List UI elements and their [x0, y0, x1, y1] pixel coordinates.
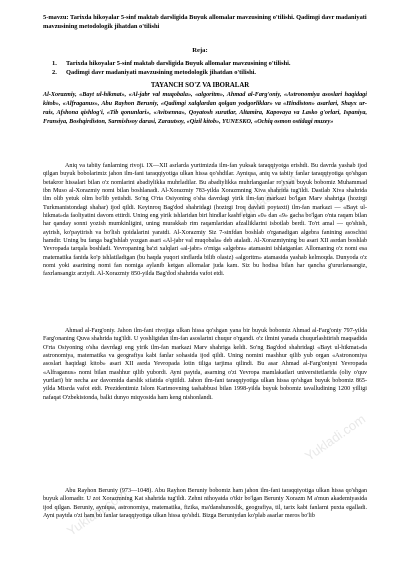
lesson-title: 5-mavzu: Tarixda hikoyalar 5-sinf maktab darsligida Buyuk allomalar mavzusining o'tilishi. Qadimgi davr madaniyati mavzusining metodologik jihatdan o'tilishi	[43, 14, 367, 30]
keywords-heading: TAYANCH SO'Z VA IBORALAR	[150, 82, 250, 89]
body-paragraph: Ahmad al-Farg'oniy. Jahon ilm-fani rivojiga ulkan hissa qo'shgan yana bir buyuk bobomiz Ahmad al-Farg'oniy 797-yilda Farg'onaning Quva shahrida tug'ildi. U yoshligidan ilm-fan asoslarini chuqur o'rgandi. o'z ilmini yanada chuqurlashtirish maqsadida O'rta Osiyoning o'sha davrdagi eng yirik ilm-fan markazi Marv shahriga keldi. So'ng Bag'dod shahridagi «Bayt ul-hikmat»da astronomiya, matematika va geografiya kabi fanlar sohasida ijod qildi. Uning nomini mashhur qilib yub organ «Astronomiya asoslari haqidagi kitob» asari XII asrda Yevropada lotin tiliga tarjima qilindi. Bu asar Ahmad al-Farg'oniyni Yevropada «Alfraganus» nomi bilan mashhur qilib yubordi. Ayni paytda, asarning o'zi Yevropa mamlakatlari universitetlarida (oliy o'quv yurtlari) bir necha asr davomida darslik sifatida o'qitildi. Jahon ilm-fani taraqqiyotiga ulkan hissa qo'shgan buyuk bobomiz 865-yilda Misrda vafot etdi. Prezidentimiz Islom Karimovning tashabbusi bilan 1998-yilda buyuk bobomiz tavalludining 1200 yilligi nafaqat O'zbekistonda, balki dunyo miqyosida ham keng nishonlandi.	[43, 328, 367, 401]
keywords-text: Al-Xorazmiy, «Bayt ul-hikmat», «Al-jabr val muqobala», «algoritm», Ahmad al-Farg'oniy, «Astronomiya asoslari haqidagi kitob», «Alfraganus», Abu Rayhon Beruniy, «Qadimgi xalqlardan qolgan yodgorliklar» va «Hindiston» asarlari, Shayx ur-rais, Afshona qishlog'i, «Tib qonunlari», «Avitsenna», Qoyatosh suratlar, Altamira, Kapovaya va Lasko g'orlari, Ispaniya, Fransiya, Boshqirdiston, Sarmishsoy darasi, Zarautsoy, «Qizil kitob», YUNESKO, «Ochiq osmon ostidagi muzey»	[43, 91, 367, 125]
watermark: Yukladi.com	[302, 411, 369, 464]
plan-heading: Reja:	[192, 47, 208, 54]
body-paragraph: Aniq va tabiiy fanlarning rivoji. IX—XII asrlarda yurtimizda ilm-fan yuksak taraqqiyotga erishdi. Bu davrda yashab ijod qilgan buyuk bobolarimiz jahon ilm-fani taraqqiyotiga ulkan hissa qo'shdilar. Ayniqsa, aniq va tabiiy fanlar taraqqiyotiga qo'shgan betakror hissalari bilan o'z nomlarini abadiylikka muhrladilar. Bu abadiylikka muhrlanganlar ro'yxati buyuk bobomiz Muhammad ibn Muso al-Xorazmiy nomi bilan boshlanadi. Al-Xorazmiy 783-yilda Xorazmning Xiva shahrida tug'ildi. Dastlab Xiva shahrida ilm olib yetuk olim bo'lib yetishdi. So'ng O'rta Osiyoning o'sha davrdagi yirik ilm-fan markazi bo'lgan Marv shahriga (hozirgi Turkmanistondagi shahar) ijod qildi. Keyinroq Bag'dod shahridagi (hozirgi Iroq davlati poytaxti) ilm-fan markazi — «Bayt ul-hikmat»da faoliyatini davom ettirdi. Uning eng yirik ishlaridan biri hindlar kashf etgan «0» dan «9» gacha bo'lgan o'nta raqam bilan har qanday sonni yozish mumkinligini, uning murakkab rim raqamlaridan afzalliklarini isbotlab berdi. To'rt amal — qo'shish, ayirish, ko'paytirish va bo'lish qoidalarini yaratdi. Al-Xorazmiy Siz 7-sinfdan boshlab o'rganadigan algebra fanining asoschisi hamdir. Uning bu fanga bag'ishlab yozgan asari «Al-jabr val muqobala» deb ataladi. Al-Xorazmiyning bu asari XII asrdan boshlab Yevropada tarqala boshladi. Yevropaning ba'zi xalqlari «al-jabr» o'rniga «algebra» atamasini ishlatganlar. Allomaning o'z nomi esa matematika fanida ko'p ishlatiladigan (bu haqda yuqori sinflarda bilib olasiz) «algoritm» atamasida yashab kelmoqda. Dunyoda o'z nomi yoki asarining nomi fan nomiga aylanib ketgan allomalar juda kam. Siz bu hodisa bilan har qancha g'ururlansangiz, faxrlansangiz arziydi. Al-Xorazmiy 850-yilda Bag'dod shahrida vafot etdi.	[43, 163, 367, 278]
watermark: Yukladi.com	[234, 171, 301, 224]
plan-item: 1. Tarixda hikoyalar 5-sinf maktab darsligida Buyuk allomalar mavzusining o'tilishi.	[52, 60, 291, 67]
plan-item: 2. Qadimgi davr madaniyati mavzusining metodologik jihatdan o'tilishi.	[52, 69, 257, 76]
plan-list	[52, 59, 382, 77]
body-paragraph: Abu Rayhon Beruniy (973—1048). Abu Rayhon Beruniy bobomiz ham jahon ilm-fani taraqqiyotiga ulkan hissa qo'shgan buyuk allomadir. U zot Xorazmning Kat shahrida tug'ildi. Zehni nihoyatda o'tkir bo'lgan Beruniy Xorazm M a'mun akademiyasida ijod qilgan. Beruniy, ayniqsa, astronomiya, matematika, fizika, ma'danshunoslik, geografiya, til, tarix kabi fanlarni puxta egalladi. Ayni paytda o'zi ham bu fanlar taraqqiyotiga ulkan hissa qo'shdi. Bizga Beruniydan ko'plab asarlar meros bo'lib	[43, 488, 367, 520]
watermark: Yukladi.com	[64, 486, 131, 539]
